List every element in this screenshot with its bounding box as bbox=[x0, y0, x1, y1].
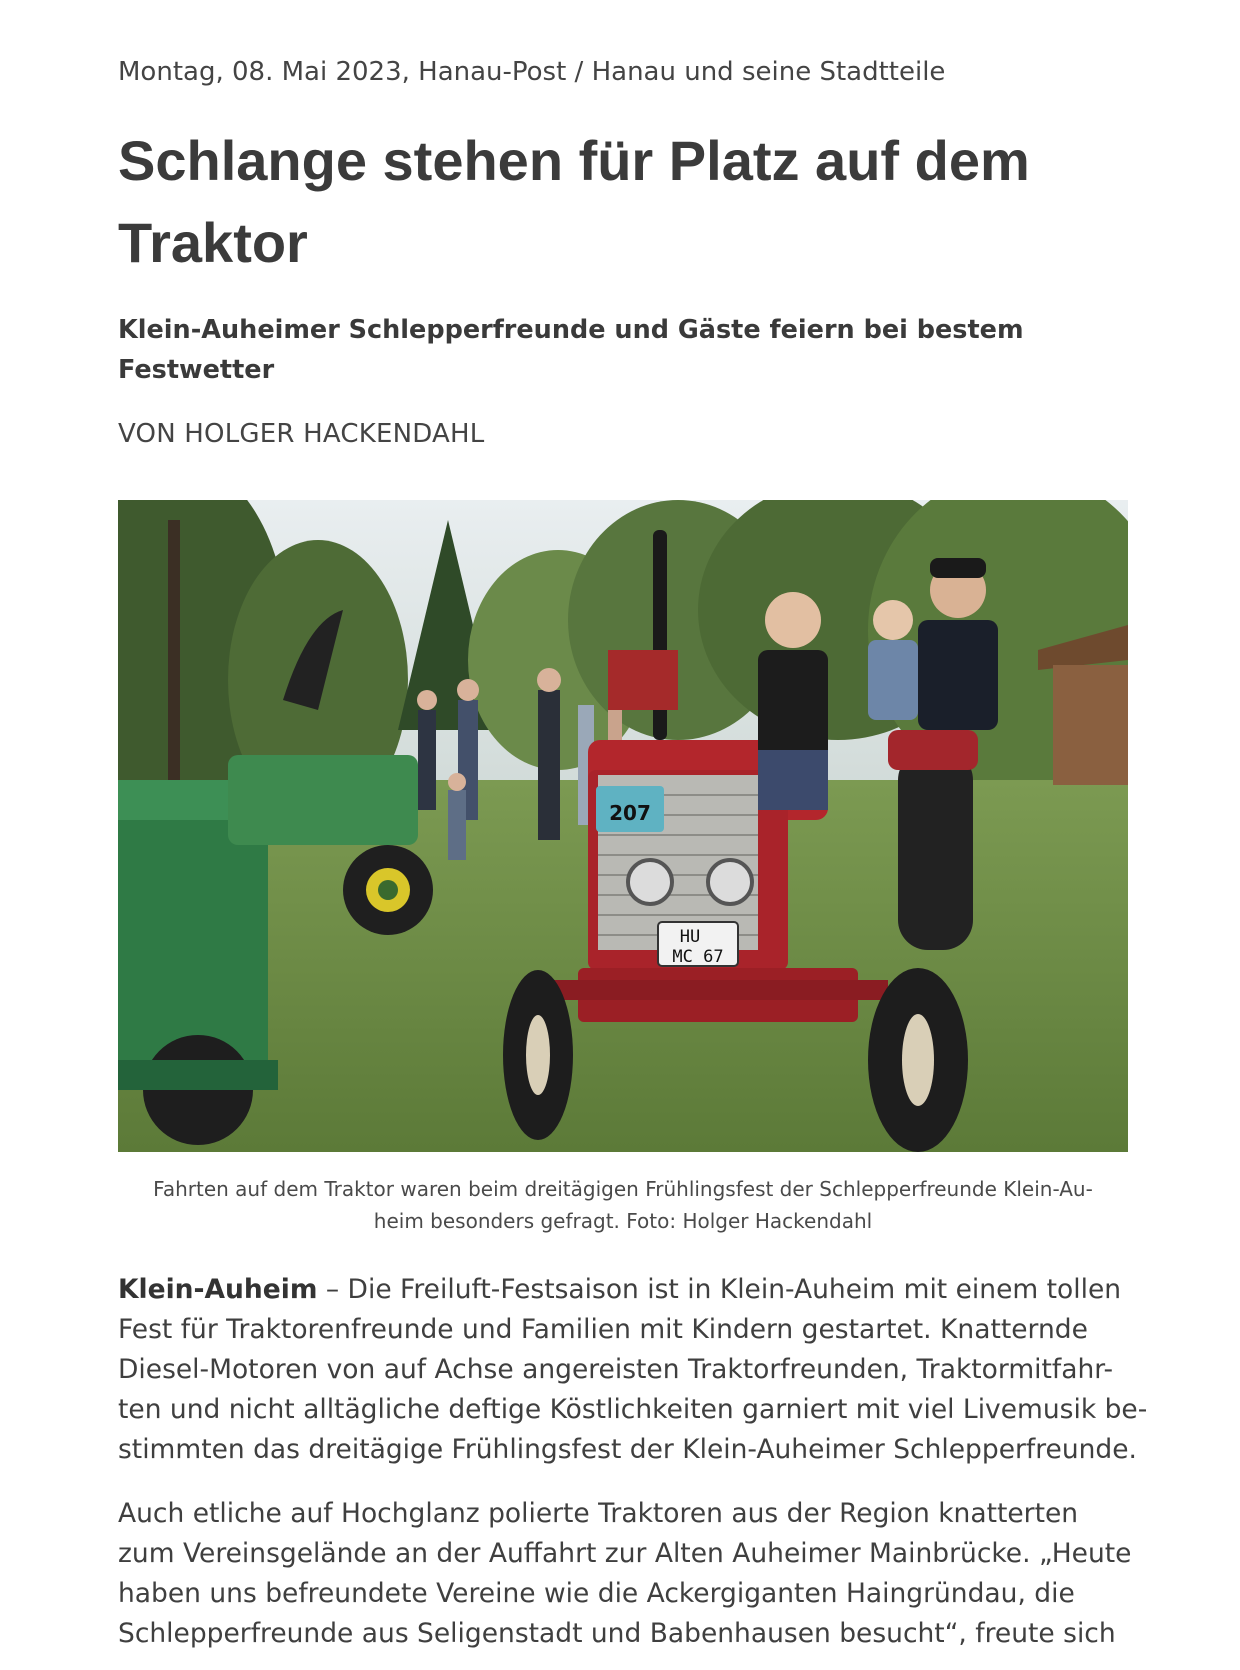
p1-line-2: Fest für Traktorenfreunde und Familien mit Kindern gestartet. Knatternde bbox=[118, 1314, 1088, 1345]
p1-line-5: stimmten das dreitägige Frühlingsfest der Klein-Auheimer Schlepperfreunde. bbox=[118, 1434, 1137, 1465]
p1-line-1 bbox=[118, 1270, 1128, 1310]
body-paragraph-2 bbox=[118, 1494, 1132, 1654]
p1-line-1-rest: – Die Freiluft-Festsaison ist in Klein-Auheim mit einem tollen bbox=[317, 1274, 1122, 1305]
p2-line-1: Auch etliche auf Hochglanz polierte Traktoren aus der Region knatterten bbox=[118, 1498, 1079, 1529]
headline-line-2: Traktor bbox=[118, 211, 308, 274]
p2-line-4: Schlepperfreunde aus Seligenstadt und Babenhausen besucht“, freute sich bbox=[118, 1618, 1116, 1649]
tractor-number-plate: 207 bbox=[609, 801, 651, 825]
article-photo bbox=[118, 500, 1128, 1152]
body-paragraph-1 bbox=[118, 1270, 1148, 1470]
p2-line-3: haben uns befreundete Vereine wie die Ackergiganten Haingründau, die bbox=[118, 1578, 1075, 1609]
p1-line-3: Diesel-Motoren von auf Achse angereisten Traktorfreunden, Traktormitfahr- bbox=[118, 1354, 1114, 1385]
caption-line-2: heim besonders gefragt. Foto: Holger Hackendahl bbox=[373, 1209, 873, 1233]
p2-line-2: zum Vereinsgelände an der Auffahrt zur Alten Auheimer Mainbrücke. „Heute bbox=[118, 1538, 1132, 1569]
dateline-location: Klein-Auheim bbox=[118, 1274, 318, 1305]
dateline: Montag, 08. Mai 2023, Hanau-Post / Hanau und seine Stadtteile bbox=[118, 57, 946, 87]
tractor-photo-illustration bbox=[118, 500, 1128, 1152]
caption-line-1: Fahrten auf dem Traktor waren beim dreitägigen Frühlingsfest der Schlepperfreunde Klein-Au- bbox=[153, 1177, 1093, 1201]
headline-line-1: Schlange stehen für Platz auf dem bbox=[118, 129, 1030, 192]
p1-line-4: ten und nicht alltägliche deftige Köstlichkeiten garniert mit viel Livemusik be- bbox=[118, 1394, 1148, 1425]
subheadline-line-1: Klein-Auheimer Schlepperfreunde und Gäste feiern bei bestem bbox=[118, 315, 1024, 345]
photo-caption bbox=[118, 1173, 1128, 1237]
headline bbox=[118, 120, 1128, 284]
subheadline-line-2: Festwetter bbox=[118, 355, 275, 385]
subheadline bbox=[118, 310, 1118, 390]
license-plate-line-2: MC 67 bbox=[672, 947, 724, 967]
byline: VON HOLGER HACKENDAHL bbox=[118, 419, 485, 449]
license-plate-line-1: HU bbox=[679, 927, 701, 947]
